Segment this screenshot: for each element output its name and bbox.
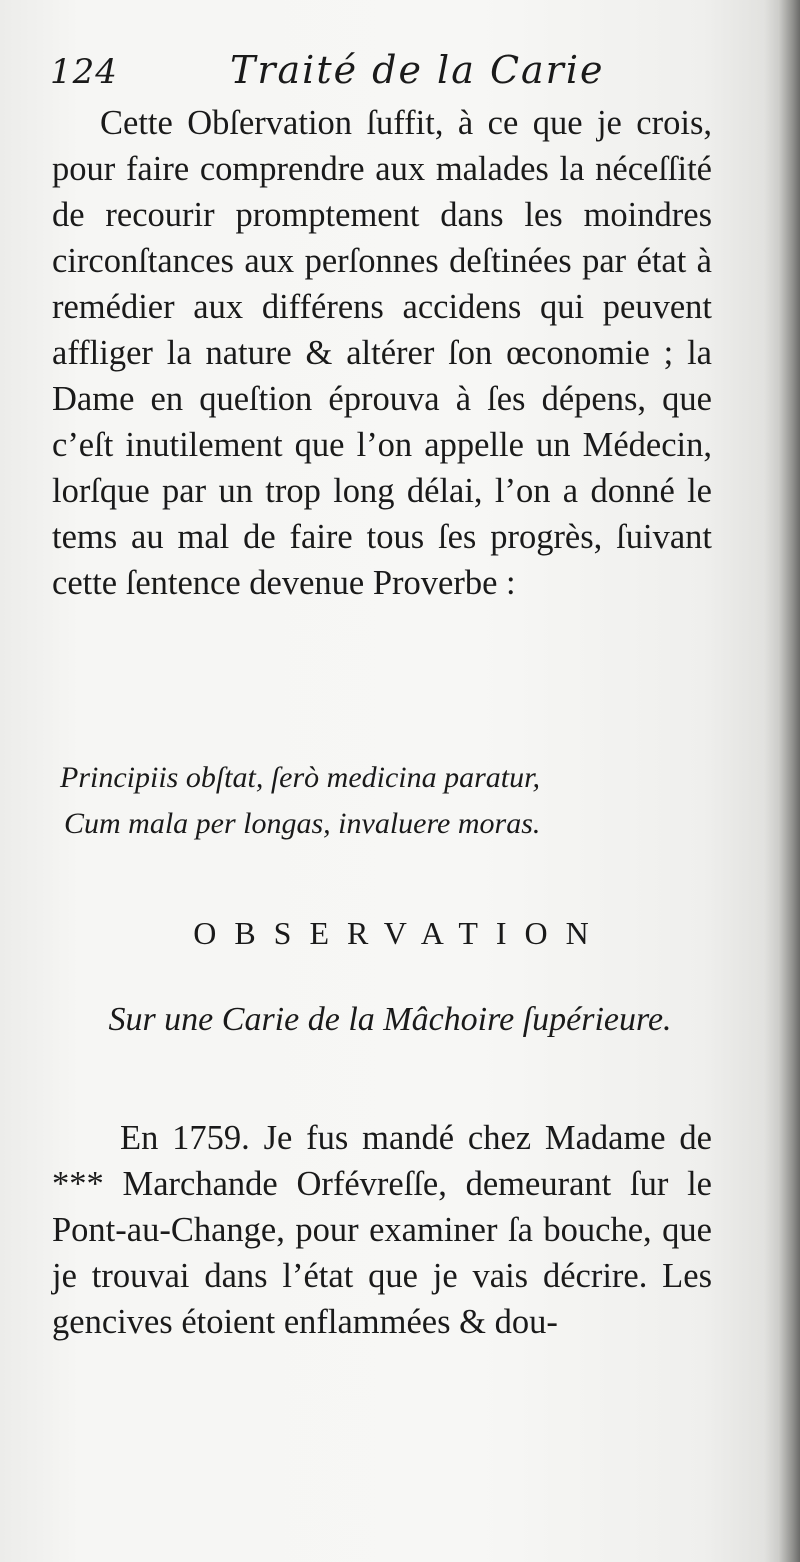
paragraph-2: En 1759. Je fus mandé chez Madame de *** Marchande Orfévreſſe, demeurant ſur le Pont-au-Change, pour examiner ſa bouche, que je trouvai dans l’état que je vais décrire. Les gencives étoient enflammées & dou- — [52, 1119, 712, 1341]
section-title: OBSERVATION — [193, 915, 607, 951]
verse-line-2: Cum mala per longas, invaluere moras. — [64, 807, 541, 840]
page-header — [50, 48, 730, 98]
section-subtitle: Sur une Carie de la Mâchoire ſupérieure. — [108, 1001, 672, 1038]
page-edge-shadow — [764, 0, 778, 1562]
latin-verse — [60, 755, 720, 847]
paragraph-1: Cette Obſervation ſuffit, à ce que je crois, pour faire comprendre aux malades la néceſſité de recourir promptement dans les moindres circonſtances aux perſonnes deſtinées par état à remédier aux différens accidens qui peuvent affliger la nature & altérer ſon œconomie ; la Dame en queſtion éprouva à ſes dépens, que c’eſt inutilement que l’on appelle un Médecin, lorſque par un trop long délai, l’on a donné le tems au mal de faire tous ſes progrès, ſuivant cette ſentence devenue Proverbe : — [52, 104, 712, 602]
page-number: 124 — [50, 52, 118, 92]
running-title: Traité de la Carie — [230, 48, 605, 92]
book-spine — [778, 0, 800, 1562]
verse-line-1: Principiis obſtat, ſerò medicina paratur, — [60, 761, 540, 794]
